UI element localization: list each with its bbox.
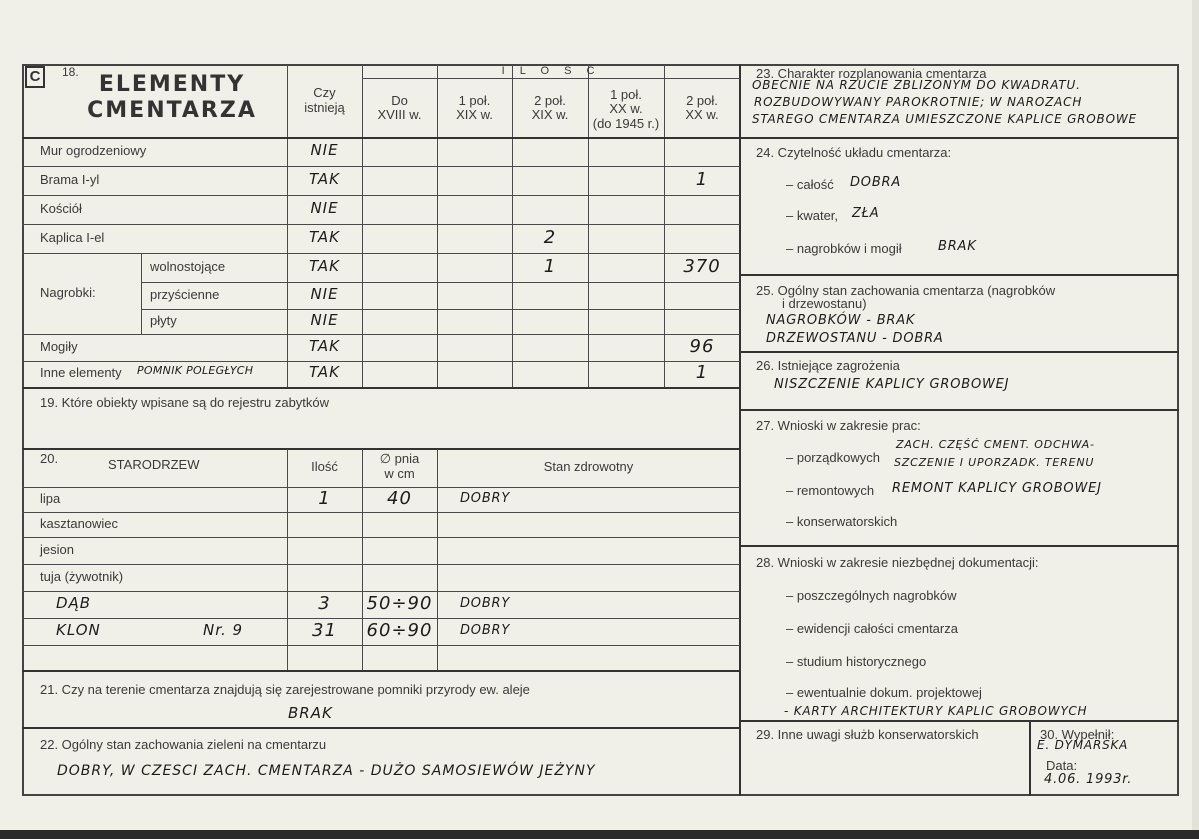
s28-item-1: – poszczególnych nagrobków (786, 588, 957, 603)
element-exists-7: NIE (310, 310, 339, 329)
tree-extra-6: Nr. 9 (203, 620, 244, 639)
s28-item-2: – ewidencji całości cmentarza (786, 621, 958, 636)
s22-value: DOBRY, W CZESCI ZACH. CMENTARZA - DUŻO SAMOSIEWÓW JEŻYNY (57, 763, 596, 779)
title-line-2: CMENTARZA (87, 98, 257, 123)
s30-date: 4.06. 1993r. (1044, 772, 1133, 787)
s22-label: 22. Ogólny stan zachowania zieleni na cmentarzu (40, 737, 327, 752)
s23-line-2: ROZBUDOWYWANY PAROKROTNIE; W NAROZACH (754, 95, 1083, 109)
tree-diameter-6: 60÷90 (366, 619, 433, 641)
s25-line-2: DRZEWOSTANU - DOBRA (766, 331, 944, 346)
tree-count-5: 3 (318, 592, 331, 614)
period-header-5: 2 poł. XX w. (685, 93, 719, 123)
s26-value: NISZCZENIE KAPLICY GROBOWEJ (774, 377, 1010, 392)
s24-item-1-label: – całość (786, 177, 834, 192)
element-label-4: Kaplica I-el (40, 229, 105, 245)
section-18-num: 18. (62, 65, 79, 79)
s20-stan: Stan zdrowotny (543, 459, 634, 474)
tree-health-1: DOBRY (460, 490, 511, 506)
tree-name-4: tuja (żywotnik) (40, 568, 124, 584)
s27-label: 27. Wnioski w zakresie prac: (756, 418, 921, 433)
s23-line-1: OBECNIE NA RZUCIE ZBLIZONYM DO KWADRATU. (752, 78, 1081, 92)
tree-name-2: kasztanowiec (40, 515, 119, 531)
tree-count-1: 1 (318, 487, 331, 509)
s29-label: 29. Inne uwagi służb konserwatorskich (756, 727, 979, 742)
tree-count-6: 31 (312, 619, 337, 641)
s30-date-label: Data: (1046, 758, 1078, 773)
tree-health-5: DOBRY (460, 595, 511, 611)
czy-istnieja-header: Czy istnieją (304, 85, 345, 115)
tree-name-5: DĄB (56, 593, 92, 612)
tree-diameter-1: 40 (387, 487, 412, 509)
element-exists-5: TAK (309, 256, 340, 275)
s21-label: 21. Czy na terenie cmentarza znajdują się zarejestrowane pomniki przyrody ew. aleje (40, 682, 530, 697)
element-exists-2: TAK (309, 169, 340, 188)
s27-rem-label: – remontowych (786, 483, 875, 498)
title-line-1: ELEMENTY (98, 72, 246, 97)
s20-num: 20. (40, 451, 59, 466)
s28-item-3: – studium historycznego (786, 654, 927, 669)
s20-pnia: ∅ pnia w cm (379, 451, 420, 481)
s24-item-2-label: – kwater, (786, 208, 839, 223)
s23-label: 23. Charakter rozplanowania cmentarza (756, 66, 987, 81)
s20-header: STARODRZEW (108, 457, 200, 472)
s28-label: 28. Wnioski w zakresie niezbędnej dokumentacji: (756, 555, 1039, 570)
s24-item-1-value: DOBRA (850, 175, 902, 190)
s30-label: 30. Wypełnił: (1040, 727, 1115, 742)
tree-name-1: lipa (40, 490, 61, 506)
period-header-4: 1 poł. XX w. (do 1945 r.) (592, 87, 660, 131)
element-label-7: płyty (150, 312, 177, 328)
s27-rem-value: REMONT KAPLICY GROBOWEJ (892, 481, 1102, 496)
s19-label: 19. Które obiekty wpisane są do rejestru zabytków (40, 395, 330, 410)
s26-label: 26. Istniejące zagrożenia (756, 358, 900, 373)
element-other-value: POMNIK POLEGŁYCH (137, 364, 254, 377)
element-label-2: Brama I-yl (40, 171, 100, 187)
s24-label: 24. Czytelność układu cmentarza: (756, 145, 952, 160)
element-exists-8: TAK (309, 336, 340, 355)
element-value-8-5: 96 (689, 335, 715, 357)
nagrobki-label: Nagrobki: (40, 285, 96, 300)
element-label-9: Inne elementy (40, 365, 122, 380)
s23-line-3: STAREGO CMENTARZA UMIESZCZONE KAPLICE GROBOWE (752, 112, 1137, 126)
element-label-3: Kościół (40, 200, 82, 216)
s27-porz-label: – porządkowych (786, 450, 880, 465)
element-exists-9: TAK (309, 363, 340, 381)
s25-label-2: i drzewostanu) (782, 296, 867, 311)
tree-name-6: KLON (56, 620, 101, 639)
s27-kons-label: – konserwatorskich (786, 514, 898, 529)
ilosc-header: I L O Ś Ć (501, 65, 601, 77)
element-exists-3: NIE (310, 198, 339, 217)
s24-item-2-value: ZŁA (852, 206, 880, 221)
s28-value: - KARTY ARCHITEKTURY KAPLIC GROBOWYCH (784, 704, 1088, 718)
s24-item-3-label: – nagrobków i mogił (786, 241, 902, 256)
element-value-5-5: 370 (683, 255, 721, 277)
element-label-1: Mur ogrodzeniowy (40, 142, 147, 158)
element-value-5-3: 1 (543, 255, 557, 277)
element-value-2-5: 1 (695, 168, 709, 190)
s25-label-1: 25. Ogólny stan zachowania cmentarza (nagrobków (756, 283, 1056, 298)
s25-line-1: NAGROBKÓW - BRAK (766, 313, 916, 328)
s20-ilosc: Ilość (311, 459, 338, 474)
element-label-6: przyścienne (150, 286, 220, 302)
period-header-2: 1 poł. XIX w. (456, 93, 493, 123)
element-label-8: Mogiły (40, 338, 78, 354)
element-exists-6: NIE (310, 284, 339, 303)
element-value-9-5: 1 (695, 362, 709, 383)
s21-value: BRAK (288, 704, 333, 722)
tree-diameter-5: 50÷90 (366, 592, 433, 614)
card-code-box: C (25, 66, 45, 88)
s27-porz-line-2: SZCZENIE I UPORZADK. TERENU (894, 456, 1095, 469)
period-header-3: 2 poł. XIX w. (531, 93, 569, 123)
s27-porz-line-1: ZACH. CZĘŚĆ CMENT. ODCHWA- (896, 438, 1095, 451)
scan-bottom-edge (0, 830, 1199, 839)
tree-name-3: jesion (40, 541, 74, 557)
tree-health-6: DOBRY (460, 622, 511, 638)
element-label-5: wolnostojące (150, 258, 226, 274)
element-value-4-3: 2 (543, 226, 557, 248)
element-exists-1: NIE (310, 140, 339, 159)
s30-name: E. DYMARSKA (1037, 738, 1129, 752)
element-exists-4: TAK (309, 227, 340, 246)
s28-item-4: – ewentualnie dokum. projektowej (786, 685, 982, 700)
period-header-1: Do XVIII w. (377, 93, 422, 123)
s24-item-3-value: BRAK (938, 239, 977, 254)
